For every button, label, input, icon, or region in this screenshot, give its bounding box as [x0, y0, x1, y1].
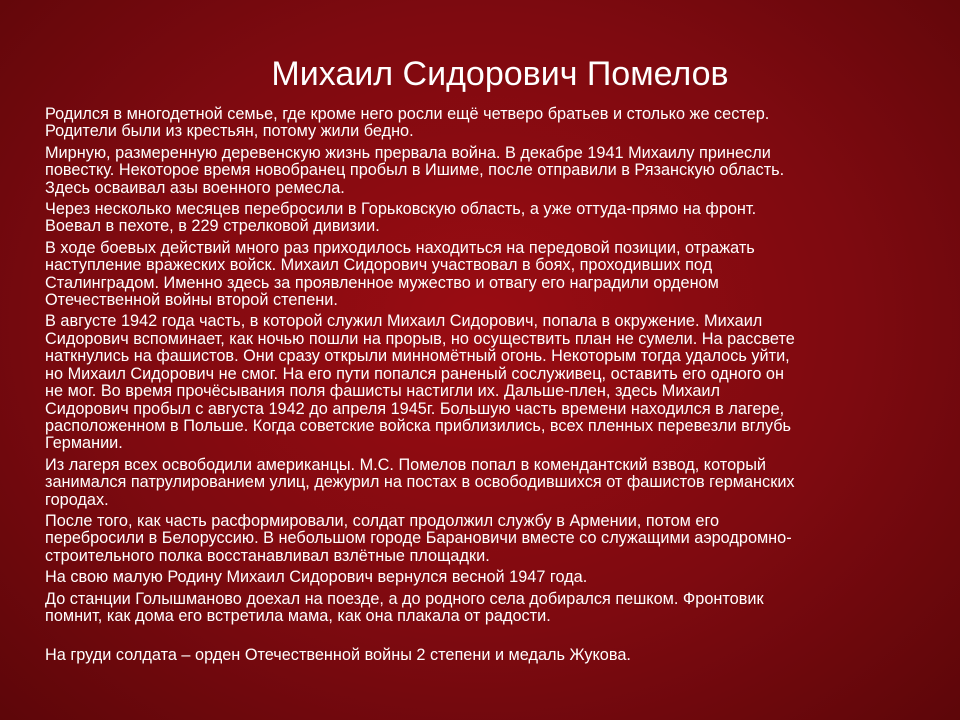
- text-line: Родители были из крестьян, потому жили бедно.: [45, 122, 414, 141]
- text-line: наступление вражеских войск. Михаил Сидорович участвовал в боях, проходивших под: [45, 256, 713, 275]
- text-line: не мог. Во время прочёсывания поля фашисты настигли их. Дальше-плен, здесь Михаил: [45, 382, 721, 401]
- text-line: наткнулись на фашистов. Они сразу открыли минномётный огонь. Некоторым тогда удалось уйти,: [45, 347, 790, 366]
- text-line: Мирную, размеренную деревенскую жизнь прервала война. В декабре 1941 Михаилу принесли: [45, 143, 771, 162]
- paragraph-service: [45, 513, 925, 565]
- text-line: городах.: [45, 490, 109, 509]
- text-line: Через несколько месяцев перебросили в Горьковскую область, а уже оттуда-прямо на фронт.: [45, 200, 757, 219]
- text-line: повестку. Некоторое время новобранец пробыл в Ишиме, после отправили в Рязанскую область.: [45, 161, 785, 180]
- text-line: До станции Голышманово доехал на поезде, а до родного села добирался пешком. Фронтовик: [45, 589, 764, 608]
- text-line: строительного полка восстанавливал взлётные площадки.: [45, 546, 490, 565]
- text-line: расположенном в Польше. Когда советские войска приблизились, всех пленных перевезли вглубь: [45, 416, 792, 435]
- text-line: Германии.: [45, 434, 123, 453]
- text-line: В августе 1942 года часть, в которой служил Михаил Сидорович, попала в окружение. Михаил: [45, 312, 763, 331]
- text-line: В ходе боевых действий много раз приходилось находиться на передовой позиции, отражать: [45, 238, 755, 257]
- text-line: Сидорович вспоминает, как ночью пошли на прорыв, но осуществить план не сумели. На рассвете: [45, 329, 795, 348]
- text-line: Отечественной войны второй степени.: [45, 291, 338, 310]
- paragraph-home: [45, 591, 925, 626]
- paragraph-awards: [45, 647, 925, 664]
- text-line: После того, как часть расформировали, солдат продолжил службу в Армении, потом его: [45, 511, 720, 530]
- paragraph-birth: [45, 106, 925, 141]
- paragraph-liberation: [45, 457, 925, 509]
- text-line: занимался патрулированием улиц, дежурил на постах в освободившихся от фашистов германских: [45, 473, 795, 492]
- slide-title: Михаил Сидорович Помелов: [271, 55, 729, 93]
- text-line: Родился в многодетной семье, где кроме него росли ещё четверо братьев и столько же сестер.: [45, 105, 770, 123]
- paragraph-captivity: [45, 313, 925, 452]
- slide-body: [45, 106, 925, 669]
- text-line: Воевал в пехоте, в 229 стрелковой дивизии.: [45, 217, 380, 236]
- text-line: но Михаил Сидорович не смог. На его пути попался раненый сослуживец, оставить его одного он: [45, 364, 784, 383]
- paragraph-front: [45, 201, 925, 236]
- text-line: перебросили в Белоруссию. В небольшом городе Барановичи вместе со служащими аэродромно-: [45, 529, 792, 548]
- text-line: Из лагеря всех освободили американцы. М.С. Помелов попал в комендантский взвод, который: [45, 455, 766, 474]
- paragraph-war-start: [45, 145, 925, 197]
- text-line: На груди солдата – орден Отечественной войны 2 степени и медаль Жукова.: [45, 646, 631, 665]
- paragraph-stalingrad: [45, 240, 925, 310]
- text-line: Здесь осваивал азы военного ремесла.: [45, 178, 345, 197]
- text-line: Сталинградом. Именно здесь за проявленное мужество и отвагу его наградили орденом: [45, 273, 719, 292]
- text-line: На свою малую Родину Михаил Сидорович вернулся весной 1947 года.: [45, 568, 588, 587]
- text-line: Сидорович пробыл с августа 1942 до апреля 1945г. Большую часть времени находился в лагере,: [45, 399, 785, 418]
- paragraph-return: [45, 569, 925, 586]
- text-line: помнит, как дома его встретила мама, как она плакала от радости.: [45, 606, 551, 625]
